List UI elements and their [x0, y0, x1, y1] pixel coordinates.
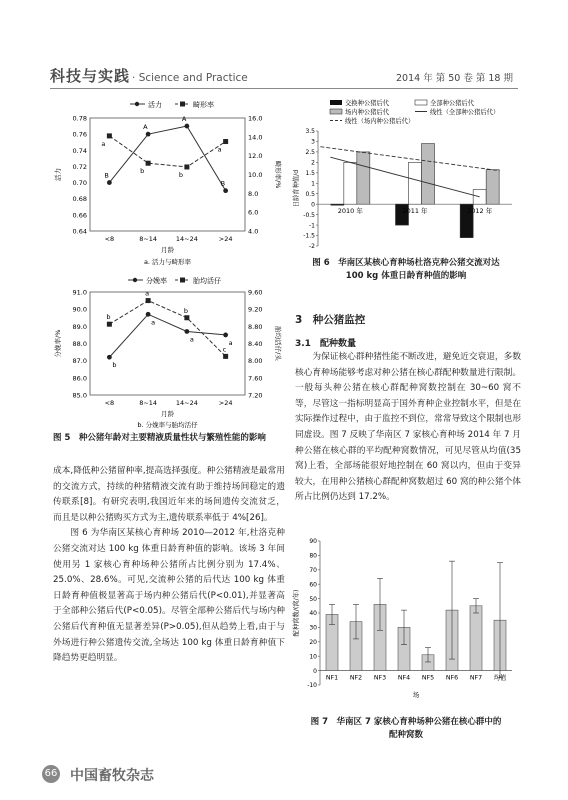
- significance-letter: b: [178, 170, 184, 179]
- significance-letter: B: [104, 171, 109, 180]
- y2-axis-label: 胎均活仔/头: [274, 326, 282, 361]
- fig5b-chart: [50, 270, 285, 430]
- y-tick-label: 60: [309, 581, 317, 589]
- x-tick-label: 均值: [493, 674, 507, 682]
- plot-frame: [90, 289, 245, 395]
- legend-label: 场内种公猪后代: [345, 109, 390, 116]
- significance-letter: b: [140, 167, 145, 176]
- significance-letter: a: [217, 145, 222, 154]
- paragraph: 成本,降低种公猪留种率,提高选择强度。种公猪精液是最常用的交流方式，持续的种猪精液交流有助于维持场间稳定的遗传联系[8]。有研究表明,我国近年来的场间遗传交流贫乏，而且是以种公猪购买方式为主,遗传联系率低于 4%[26]。: [53, 466, 285, 523]
- data-point-vitality: [223, 188, 228, 193]
- y-tick-label: 87.0: [72, 357, 87, 366]
- y-axis-label: 日龄育种值/d: [293, 169, 300, 208]
- y-tick-label: 0.66: [72, 211, 87, 220]
- y2-tick-label: 8.40: [248, 340, 263, 348]
- y-tick-label: 0.72: [72, 162, 87, 171]
- bar-all: [344, 162, 357, 204]
- y-tick-label: 2: [311, 159, 315, 167]
- y2-tick-label: 9.60: [248, 288, 263, 297]
- fig5a-chart: [50, 96, 285, 271]
- y-tick-label: 90.0: [72, 305, 87, 314]
- y-tick-label: 86.0: [72, 374, 87, 383]
- x-tick-label: 14~24: [175, 235, 198, 243]
- legend-label: 交换种公猪后代: [345, 100, 390, 107]
- x-tick-label: <8: [104, 399, 115, 407]
- y-tick-label: 80: [309, 552, 317, 560]
- y2-tick-label: 8.80: [248, 322, 263, 331]
- x-tick-label: 2010 年: [337, 207, 363, 216]
- fig6-chart: [290, 96, 522, 256]
- y-tick-label: 85.0: [72, 391, 87, 400]
- y-tick-label: 3.5: [305, 128, 315, 136]
- y2-tick-label: 4.0: [248, 227, 259, 236]
- page-number: 66: [42, 765, 60, 783]
- legend-swatch-all: [415, 100, 427, 105]
- data-point-vitality: [184, 124, 189, 129]
- legend-label: 全部种公猪后代: [430, 100, 475, 107]
- paragraph: 为保证核心群种猪性能不断改进，避免近交衰退，多数核心育种场能够考虑对种公猪在核心群配种数量进行限制。一般每头种公猪在核心群配种窝数控制在 30~60 窝不等，尽管这一指标明显高于国外育种企业控制水平，但是在实际操作过程中，由于监控不到位，常常导致这个限制也形同虚设。图 7 反映了华南区 7 家核心育种场 2014 年 7 月种公猪在核心群的平均配种窝数情况，可见尽管从均值(35 窝)上看，全部场能很好地控制在 60 窝以内，但由于变异较大，在用种公猪核心群配种窝数超过 60 窝的种公猪个体所占比例仍达到 17.2%。: [295, 352, 521, 503]
- significance-letter: a: [228, 338, 233, 347]
- data-point-farrow: [184, 329, 189, 334]
- fig7-caption-line2: 配种窝数: [388, 730, 423, 740]
- subsection-heading: 3.1 配种数量: [295, 339, 356, 349]
- significance-letter: a: [145, 289, 150, 298]
- y-tick-label: 90: [309, 538, 317, 546]
- significance-letter: a: [151, 318, 156, 327]
- fig5-caption: 图 5 种公猪年龄对主要精液质量性状与繁殖性能的影响: [53, 433, 266, 443]
- data-point-farrow: [146, 312, 151, 317]
- y-tick-label: 70: [309, 567, 317, 574]
- significance-letter: b: [106, 313, 111, 322]
- paragraph: 图 6 为华南区某核心育种场 2010—2012 年,杜洛克种公猪交流对达 100 kg 体重日龄育种值的影响。该场 3 年间使用另 1 家核心育种场种公猪所占比例分别为 17.4%、25.0%、28.6%。可见,交流种公猪的后代达 100 kg 体重日龄育种值极显著高于场内种公猪后代(P<0.01),并显著高于全部种公猪后代(P<0.05)。尽管全部种公猪后代与场内种公猪后代育种值无显著差异(P>0.05),但从趋势上看,由于与外场进行种公猪遗传交流,全场达 100 kg 体重日龄育种值下降趋势更趋明显。: [53, 528, 285, 664]
- data-point-vitality: [146, 132, 151, 137]
- fig6-caption: [290, 257, 522, 283]
- legend-label: 分娩率: [146, 277, 167, 285]
- x-axis-label: 场: [412, 691, 420, 699]
- legend-label: 线性（场内种公猪后代）: [345, 118, 415, 125]
- y-tick-label: 0.78: [72, 114, 87, 123]
- data-point-live: [223, 354, 228, 359]
- fig6-caption-line1: 图 6 华南区某核心育种场杜洛克种公猪交流对达: [312, 258, 500, 268]
- panel-caption: b. 分娩率与胎均活仔: [137, 421, 198, 429]
- data-point-live: [107, 322, 112, 327]
- journal-title: 科技与实践 · Science and Practice: [50, 67, 248, 85]
- y-tick-label: 0.74: [72, 146, 87, 155]
- header-rule: [50, 88, 518, 89]
- y-tick-label: -10: [307, 682, 317, 690]
- y-tick-label: 30: [309, 624, 317, 632]
- data-point-vitality: [107, 180, 112, 185]
- journal-brand: 中国畜牧杂志: [70, 768, 154, 784]
- x-tick-label: 14~24: [175, 399, 198, 407]
- data-point-abnormal: [223, 139, 228, 144]
- bar-exchange: [331, 204, 344, 205]
- data-point-farrow: [223, 333, 228, 338]
- x-tick-label: NF5: [421, 674, 435, 682]
- y2-tick-label: 7.20: [248, 391, 263, 400]
- legend-marker-farrow: [133, 278, 137, 282]
- bar: [470, 606, 482, 671]
- y-tick-label: 88.0: [72, 340, 87, 348]
- legend-marker-abnormal: [180, 102, 185, 107]
- x-tick-label: 8~14: [139, 235, 158, 243]
- significance-letter: b: [112, 361, 117, 370]
- section-heading: 3 种公猪监控: [295, 314, 366, 326]
- y-tick-label: 0: [313, 667, 317, 675]
- y-tick-label: -2: [309, 243, 315, 251]
- panel-caption: a. 活力与畸形率: [143, 258, 192, 266]
- y-tick-label: 2.5: [305, 149, 315, 157]
- y-axis-label: 活力: [54, 168, 62, 181]
- series-line-vitality: [109, 126, 225, 191]
- y-tick-label: 0.64: [72, 227, 87, 236]
- y-tick-label: 0.70: [72, 179, 87, 188]
- significance-letter: A: [143, 123, 148, 132]
- series-line-farrow: [109, 314, 225, 357]
- significance-letter: c: [222, 345, 227, 354]
- y2-tick-label: 8.00: [248, 357, 263, 366]
- y-tick-label: 20: [309, 639, 317, 646]
- y-tick-label: 50: [309, 595, 317, 603]
- legend-swatch-exchange: [330, 100, 342, 105]
- x-tick-label: NF3: [373, 674, 387, 682]
- data-point-live: [184, 315, 189, 320]
- y-tick-label: 0.76: [72, 130, 87, 139]
- x-axis-label: 月龄: [161, 410, 174, 418]
- fig6-caption-line2: 100 kg 体重日龄育种值的影响: [345, 271, 467, 281]
- series-line-live: [109, 301, 225, 357]
- x-tick-label: NF6: [445, 674, 459, 682]
- fig7-caption: [290, 716, 522, 742]
- significance-letter: a: [101, 139, 106, 148]
- x-tick-label: 2011 年: [402, 207, 428, 216]
- x-tick-label: NF1: [325, 674, 339, 682]
- bar-all: [473, 190, 486, 205]
- x-tick-label: <8: [104, 235, 115, 243]
- data-point-abnormal: [107, 133, 112, 138]
- left-column-text: [53, 464, 285, 667]
- fig7-caption-line1: 图 7 华南区 7 家核心育种场种公猪在核心群中的: [310, 717, 502, 727]
- y-tick-label: -1: [309, 222, 315, 230]
- significance-letter: B: [220, 179, 226, 188]
- x-tick-label: 8~14: [139, 399, 158, 407]
- x-tick-label: NF4: [397, 674, 411, 682]
- data-point-live: [146, 298, 151, 303]
- legend-label: 胎均活仔: [193, 277, 221, 285]
- x-tick-label: NF2: [349, 674, 363, 682]
- x-tick-label: >24: [218, 399, 233, 407]
- journal-subtitle: · Science and Practice: [132, 72, 248, 84]
- legend-swatch-inside: [330, 109, 342, 114]
- significance-letter: b: [183, 306, 189, 315]
- plot-frame: [90, 118, 245, 231]
- y-tick-label: 0: [311, 201, 315, 209]
- legend-label: 线性（全部种公猪后代）: [430, 109, 500, 116]
- y-tick-label: 91.0: [72, 288, 87, 297]
- y-tick-label: 40: [309, 610, 317, 618]
- significance-letter: A: [181, 115, 187, 124]
- legend-label: 畸形率: [193, 101, 214, 109]
- bar-inside: [422, 144, 435, 205]
- y2-tick-label: 9.20: [248, 305, 263, 314]
- y-axis-label: 分娩率/%: [54, 329, 62, 358]
- y-tick-label: 1: [311, 180, 315, 188]
- data-point-abnormal: [146, 161, 151, 166]
- y-tick-label: -1.5: [303, 232, 315, 240]
- fig7-chart: [290, 535, 522, 715]
- y-axis-label: 配种窝数/(窝/年): [293, 589, 300, 637]
- bar-inside: [486, 170, 499, 205]
- y2-tick-label: 8.0: [248, 189, 259, 198]
- y-tick-label: -0.5: [303, 211, 315, 219]
- y-tick-label: 0.5: [305, 190, 315, 198]
- y2-tick-label: 14.0: [248, 133, 263, 142]
- legend-marker-live: [180, 278, 185, 283]
- legend-marker-vitality: [135, 102, 139, 106]
- y2-tick-label: 10.0: [248, 171, 263, 179]
- y2-tick-label: 7.60: [248, 374, 263, 383]
- y2-tick-label: 16.0: [248, 114, 263, 123]
- significance-letter: a: [189, 335, 194, 344]
- data-point-farrow: [107, 355, 112, 360]
- y-tick-label: 89.0: [72, 322, 87, 331]
- bar-inside: [357, 152, 370, 204]
- y2-tick-label: 6.0: [248, 208, 259, 217]
- y-tick-label: 0.68: [72, 195, 87, 204]
- x-axis-label: 月龄: [161, 246, 174, 254]
- x-tick-label: >24: [218, 235, 233, 243]
- y-tick-label: 3: [311, 138, 315, 146]
- legend-label: 活力: [148, 101, 162, 109]
- data-point-abnormal: [184, 164, 189, 169]
- y2-axis-label: 畸形率/%: [274, 160, 282, 189]
- right-column-text: [295, 350, 521, 506]
- x-tick-label: 2012 年: [467, 207, 493, 216]
- issue-info: 2014 年 第 50 卷 第 18 期: [396, 73, 513, 84]
- y-tick-label: 1.5: [305, 170, 315, 178]
- y-tick-label: 10: [309, 653, 317, 661]
- x-tick-label: NF7: [469, 674, 483, 682]
- y2-tick-label: 12.0: [248, 152, 263, 161]
- bar-all: [409, 162, 422, 204]
